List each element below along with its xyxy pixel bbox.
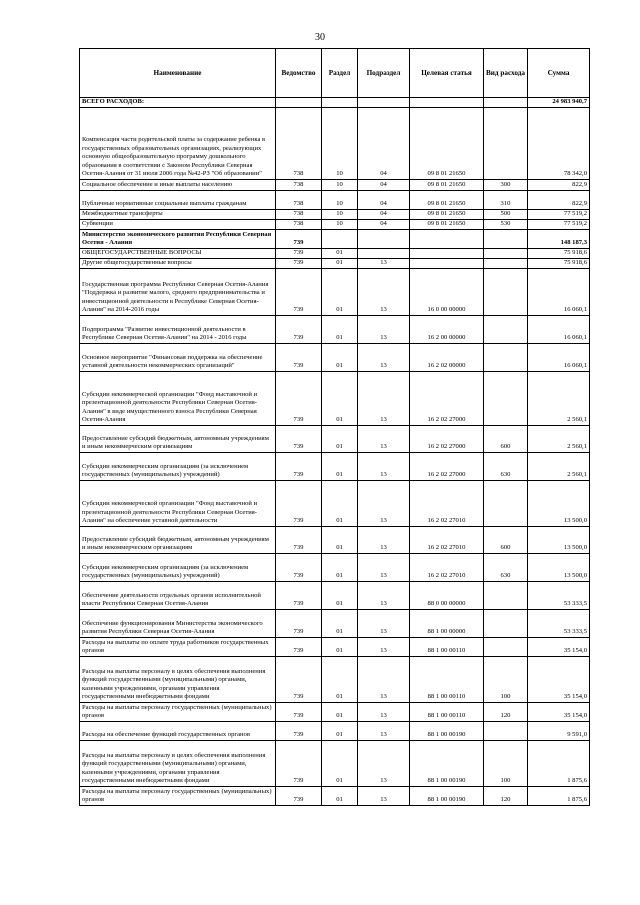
cell-sum: 16 060,1 — [528, 344, 590, 372]
table-body — [80, 98, 590, 806]
cell-sum: 35 154,0 — [528, 657, 590, 703]
cell-sum: 35 154,0 — [528, 638, 590, 657]
cell-department: 739 — [276, 638, 322, 657]
header-sum: Сумма — [528, 49, 590, 98]
cell-target-article: 88 1 00 00190 — [410, 787, 484, 806]
cell-department: 739 — [276, 657, 322, 703]
cell-expense-type — [484, 610, 528, 638]
cell-department: 738 — [276, 210, 322, 220]
cell-target-article: 16 2 02 27000 — [410, 426, 484, 453]
cell-subsection — [358, 98, 410, 108]
cell-name: Субсидии некоммерческой организации "Фонд выставочной и презентационной деятельности Республики Северная Осетия-Алания" на обеспечение уставной деятельности — [80, 481, 276, 527]
cell-section: 10 — [322, 220, 358, 230]
cell-section: 01 — [322, 582, 358, 610]
table-row — [80, 230, 590, 249]
cell-target-article: 16 2 02 27010 — [410, 481, 484, 527]
cell-target-article: 88 1 00 00110 — [410, 638, 484, 657]
header-expense-type: Вид расхода — [484, 49, 528, 98]
cell-department: 739 — [276, 249, 322, 259]
cell-expense-type — [484, 316, 528, 344]
cell-target-article: 09 8 01 21650 — [410, 191, 484, 210]
cell-sum: 13 500,0 — [528, 527, 590, 554]
cell-subsection: 13 — [358, 554, 410, 582]
cell-target-article — [410, 230, 484, 249]
cell-expense-type: 630 — [484, 453, 528, 481]
table-row — [80, 344, 590, 372]
cell-target-article: 88 0 00 00000 — [410, 582, 484, 610]
cell-department: 738 — [276, 220, 322, 230]
table-row — [80, 554, 590, 582]
cell-target-article: 88 1 00 00190 — [410, 722, 484, 741]
table-row — [80, 269, 590, 316]
cell-section: 01 — [322, 554, 358, 582]
cell-target-article: 88 1 00 00110 — [410, 657, 484, 703]
cell-department: 739 — [276, 372, 322, 426]
table-row — [80, 481, 590, 527]
cell-section: 01 — [322, 481, 358, 527]
cell-section: 01 — [322, 259, 358, 269]
cell-expense-type — [484, 722, 528, 741]
cell-subsection: 04 — [358, 180, 410, 191]
table-row — [80, 220, 590, 230]
cell-department: 739 — [276, 316, 322, 344]
cell-subsection: 13 — [358, 787, 410, 806]
cell-name: Субсидии некоммерческим организациям (за исключением государственных (муниципальных) учреждений) — [80, 554, 276, 582]
cell-sum: 13 500,0 — [528, 481, 590, 527]
cell-subsection: 04 — [358, 210, 410, 220]
cell-expense-type: 600 — [484, 426, 528, 453]
cell-target-article: 16 2 02 00000 — [410, 344, 484, 372]
cell-subsection: 13 — [358, 527, 410, 554]
cell-department: 739 — [276, 426, 322, 453]
cell-expense-type — [484, 638, 528, 657]
cell-target-article — [410, 249, 484, 259]
cell-name: Предоставление субсидий бюджетным, автономным учреждениям и иным некоммерческим организациям — [80, 527, 276, 554]
cell-name: Основное мероприятие "Финансовая поддержка на обеспечение уставной деятельности некоммерческих организаций" — [80, 344, 276, 372]
header-section: Раздел — [322, 49, 358, 98]
cell-sum: 75 918,6 — [528, 259, 590, 269]
cell-sum: 822,9 — [528, 191, 590, 210]
cell-target-article: 88 1 00 00000 — [410, 610, 484, 638]
cell-subsection: 13 — [358, 610, 410, 638]
cell-subsection: 13 — [358, 657, 410, 703]
cell-target-article: 09 8 01 21650 — [410, 220, 484, 230]
cell-target-article — [410, 98, 484, 108]
page-number: 30 — [315, 32, 325, 43]
cell-department: 739 — [276, 610, 322, 638]
cell-section: 01 — [322, 787, 358, 806]
cell-name: Межбюджетные трансферты — [80, 210, 276, 220]
cell-section: 01 — [322, 249, 358, 259]
cell-section: 01 — [322, 372, 358, 426]
table-row — [80, 527, 590, 554]
cell-expense-type — [484, 259, 528, 269]
cell-name: Социальное обеспечение и иные выплаты населению — [80, 180, 276, 191]
cell-department: 739 — [276, 453, 322, 481]
cell-department: 739 — [276, 481, 322, 527]
table-row — [80, 210, 590, 220]
cell-sum: 2 560,1 — [528, 426, 590, 453]
table-row — [80, 453, 590, 481]
cell-sum: 77 519,2 — [528, 210, 590, 220]
cell-subsection: 13 — [358, 453, 410, 481]
cell-name: Расходы на выплаты персоналу в целях обеспечения выполнения функций государственными (муниципальными) органами, казенными учреждениями, органами управления государственными внебюджетными фондами — [80, 741, 276, 787]
cell-section: 01 — [322, 453, 358, 481]
cell-subsection: 04 — [358, 191, 410, 210]
cell-sum: 9 591,0 — [528, 722, 590, 741]
cell-expense-type: 310 — [484, 191, 528, 210]
cell-department: 739 — [276, 230, 322, 249]
cell-sum: 2 560,1 — [528, 453, 590, 481]
cell-target-article — [410, 259, 484, 269]
cell-name: ОБЩЕГОСУДАРСТВЕННЫЕ ВОПРОСЫ — [80, 249, 276, 259]
cell-department: 739 — [276, 554, 322, 582]
cell-subsection: 13 — [358, 722, 410, 741]
cell-expense-type — [484, 98, 528, 108]
cell-subsection: 13 — [358, 741, 410, 787]
cell-sum: 24 983 940,7 — [528, 98, 590, 108]
cell-sum: 16 060,1 — [528, 269, 590, 316]
cell-section: 01 — [322, 638, 358, 657]
cell-sum: 75 918,6 — [528, 249, 590, 259]
table-row — [80, 180, 590, 191]
cell-sum: 2 560,1 — [528, 372, 590, 426]
cell-department: 739 — [276, 722, 322, 741]
table-row — [80, 582, 590, 610]
cell-section: 01 — [322, 703, 358, 722]
cell-name: Публичные нормативные социальные выплаты гражданам — [80, 191, 276, 210]
cell-expense-type — [484, 372, 528, 426]
cell-department: 739 — [276, 703, 322, 722]
table-row — [80, 787, 590, 806]
cell-subsection: 04 — [358, 108, 410, 180]
cell-name: ВСЕГО РАСХОДОВ: — [80, 98, 276, 108]
cell-department: 739 — [276, 259, 322, 269]
cell-sum: 822,9 — [528, 180, 590, 191]
cell-section — [322, 230, 358, 249]
cell-department: 739 — [276, 269, 322, 316]
table-row — [80, 426, 590, 453]
cell-target-article: 09 8 01 21650 — [410, 210, 484, 220]
cell-expense-type — [484, 344, 528, 372]
cell-expense-type — [484, 230, 528, 249]
cell-target-article: 16 2 02 27010 — [410, 554, 484, 582]
cell-target-article: 09 8 01 21650 — [410, 180, 484, 191]
cell-subsection: 13 — [358, 259, 410, 269]
cell-subsection — [358, 249, 410, 259]
cell-expense-type: 300 — [484, 180, 528, 191]
cell-name: Расходы на выплаты персоналу в целях обеспечения выполнения функций государственными (муниципальными) органами, казенными учреждениями, органами управления государственными внебюджетными фондами — [80, 657, 276, 703]
table-row — [80, 249, 590, 259]
cell-sum: 16 060,1 — [528, 316, 590, 344]
cell-name: Компенсация части родительской платы за содержание ребенка в государственных образовательных организациях, реализующих основную общеобразовательную программу дошкольного образования в соответствии с Законом Республики Северная Осетия-Алания от 31 июля 2006 года №42-РЗ "Об образовании" — [80, 108, 276, 180]
cell-target-article: 09 8 01 21650 — [410, 108, 484, 180]
cell-name: Другие общегосударственные вопросы — [80, 259, 276, 269]
cell-target-article: 88 1 00 00110 — [410, 703, 484, 722]
cell-section: 01 — [322, 657, 358, 703]
cell-expense-type — [484, 249, 528, 259]
cell-section: 01 — [322, 426, 358, 453]
cell-section: 10 — [322, 180, 358, 191]
cell-subsection: 13 — [358, 481, 410, 527]
cell-section: 01 — [322, 610, 358, 638]
table-row — [80, 259, 590, 269]
table-row — [80, 372, 590, 426]
cell-name: Государственная программа Республики Северная Осетия-Алания "Поддержка и развитие малого, среднего предпринимательства и инвестиционной деятельности в Республике Северная Осетия-Алания" на 2014-2016 годы — [80, 269, 276, 316]
cell-target-article: 16 2 00 00000 — [410, 316, 484, 344]
cell-name: Расходы на обеспечение функций государственных органов — [80, 722, 276, 741]
cell-name: Предоставление субсидий бюджетным, автономным учреждениям и иным некоммерческим организациям — [80, 426, 276, 453]
cell-section: 10 — [322, 108, 358, 180]
cell-name: Подпрограмма "Развитие инвестиционной деятельности в Республике Северная Осетия-Алания" на 2014 - 2016 годы — [80, 316, 276, 344]
cell-department — [276, 98, 322, 108]
table-row — [80, 98, 590, 108]
cell-sum: 53 333,5 — [528, 610, 590, 638]
cell-expense-type: 530 — [484, 220, 528, 230]
cell-section — [322, 98, 358, 108]
table-row — [80, 316, 590, 344]
table-header-row — [80, 49, 590, 98]
cell-name: Субсидии некоммерческим организациям (за исключением государственных (муниципальных) учреждений) — [80, 453, 276, 481]
cell-sum: 53 333,5 — [528, 582, 590, 610]
cell-department: 738 — [276, 180, 322, 191]
cell-department: 739 — [276, 787, 322, 806]
cell-section: 01 — [322, 269, 358, 316]
cell-name: Расходы на выплаты персоналу государственных (муниципальных) органов — [80, 703, 276, 722]
cell-sum: 78 342,0 — [528, 108, 590, 180]
table-row — [80, 741, 590, 787]
cell-department: 739 — [276, 527, 322, 554]
cell-target-article: 16 2 02 27000 — [410, 453, 484, 481]
cell-expense-type: 630 — [484, 554, 528, 582]
table-row — [80, 722, 590, 741]
header-subsection: Подраздел — [358, 49, 410, 98]
cell-subsection: 13 — [358, 703, 410, 722]
cell-name: Обеспечение деятельности отдельных органов исполнительной власти Республики Северная Осетия-Алания — [80, 582, 276, 610]
header-name: Наименование — [80, 49, 276, 98]
cell-expense-type — [484, 582, 528, 610]
cell-sum: 1 875,6 — [528, 741, 590, 787]
header-department: Ведомство — [276, 49, 322, 98]
cell-subsection: 13 — [358, 344, 410, 372]
cell-section: 10 — [322, 210, 358, 220]
cell-expense-type — [484, 108, 528, 180]
cell-target-article: 16 2 02 27010 — [410, 527, 484, 554]
cell-name: Расходы на выплаты персоналу государственных (муниципальных) органов — [80, 787, 276, 806]
cell-sum: 35 154,0 — [528, 703, 590, 722]
cell-sum: 77 519,2 — [528, 220, 590, 230]
cell-department: 738 — [276, 108, 322, 180]
cell-name: Обеспечение функционирования Министерства экономического развития Республики Северная Осетия-Алания — [80, 610, 276, 638]
cell-subsection: 13 — [358, 638, 410, 657]
cell-expense-type — [484, 481, 528, 527]
cell-subsection: 13 — [358, 582, 410, 610]
cell-expense-type: 100 — [484, 657, 528, 703]
cell-subsection — [358, 230, 410, 249]
cell-department: 739 — [276, 741, 322, 787]
cell-target-article: 16 0 00 00000 — [410, 269, 484, 316]
table-row — [80, 638, 590, 657]
cell-section: 01 — [322, 316, 358, 344]
table-row — [80, 610, 590, 638]
cell-expense-type: 120 — [484, 703, 528, 722]
cell-section: 10 — [322, 191, 358, 210]
cell-expense-type: 600 — [484, 527, 528, 554]
cell-subsection: 13 — [358, 372, 410, 426]
cell-department: 739 — [276, 344, 322, 372]
cell-sum: 1 875,6 — [528, 787, 590, 806]
table-row — [80, 191, 590, 210]
cell-expense-type — [484, 269, 528, 316]
cell-sum: 148 187,3 — [528, 230, 590, 249]
cell-expense-type: 500 — [484, 210, 528, 220]
cell-department: 738 — [276, 191, 322, 210]
cell-name: Субвенции — [80, 220, 276, 230]
cell-section: 01 — [322, 741, 358, 787]
budget-expenditure-table — [79, 48, 590, 806]
cell-subsection: 13 — [358, 316, 410, 344]
cell-name: Расходы на выплаты по оплате труда работников государственных органов — [80, 638, 276, 657]
cell-sum: 13 500,0 — [528, 554, 590, 582]
table-row — [80, 108, 590, 180]
table-row — [80, 703, 590, 722]
cell-subsection: 13 — [358, 426, 410, 453]
cell-name: Субсидии некоммерческой организации "Фонд выставочной и презентационной деятельности Республики Северная Осетия-Алания" в виде имущественного взноса Республики Северная Осетия-Алания — [80, 372, 276, 426]
table-row — [80, 657, 590, 703]
cell-section: 01 — [322, 527, 358, 554]
cell-subsection: 04 — [358, 220, 410, 230]
cell-section: 01 — [322, 722, 358, 741]
header-target-article: Целевая статья — [410, 49, 484, 98]
cell-expense-type: 120 — [484, 787, 528, 806]
cell-section: 01 — [322, 344, 358, 372]
cell-name: Министерство экономического развития Республики Северная Осетия - Алания — [80, 230, 276, 249]
cell-subsection: 13 — [358, 269, 410, 316]
cell-expense-type: 100 — [484, 741, 528, 787]
cell-target-article: 88 1 00 00190 — [410, 741, 484, 787]
cell-department: 739 — [276, 582, 322, 610]
cell-target-article: 16 2 02 27000 — [410, 372, 484, 426]
